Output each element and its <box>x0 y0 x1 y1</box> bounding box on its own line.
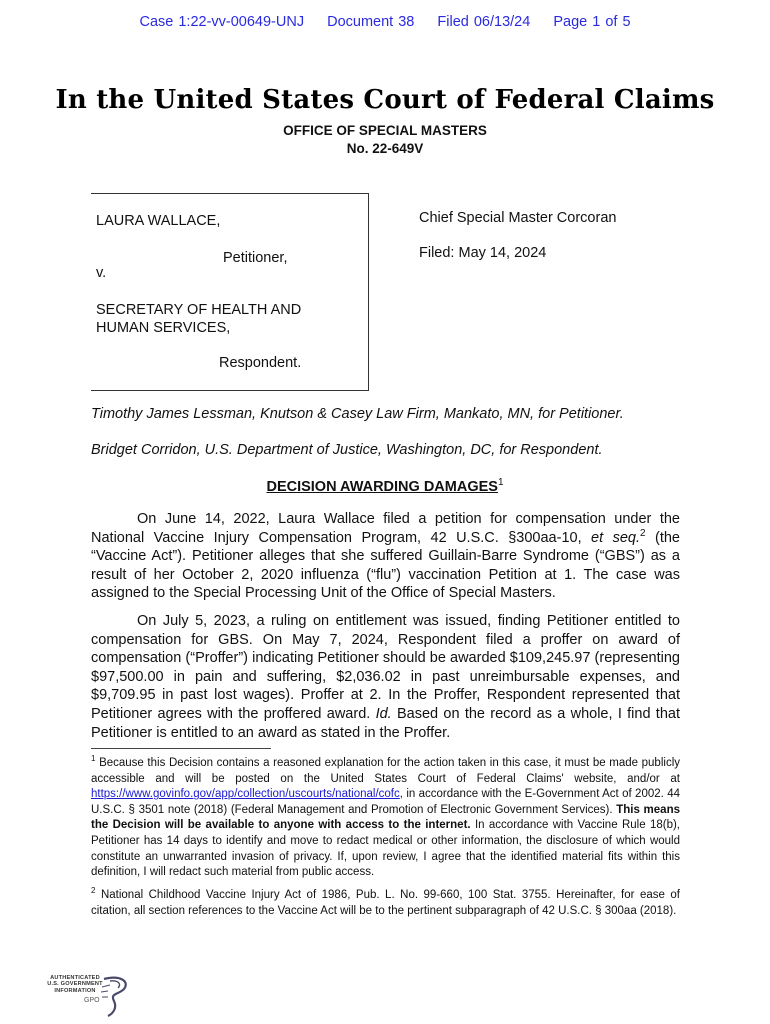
page-indicator: Page 1 of 5 <box>553 14 631 30</box>
paragraph-2-text-a: On July 5, 2023, a ruling on entitlement was issued, finding Petitioner entitled to compensation for GBS. On May 7, 2024, Respondent filed a proffer on award of compensation (“Proffer”) indicating Petitioner should be awarded $109,245.97 (representing $97,500.00 in pain and suffering, $2,036.02 in past unreimbursable expenses, and $9,709.95 in past lost wages). Proffer at 2. In the Proffer, Respondent represented that Petitioner agrees with the proffered award. <box>91 613 680 722</box>
footnote-2 <box>91 888 680 919</box>
decision-title <box>0 477 770 495</box>
et-seq: et seq. <box>591 529 640 546</box>
paragraph-1 <box>91 510 680 603</box>
court-title: In the United States Court of Federal Claims <box>55 85 715 115</box>
docket-number: No. 22-649V <box>346 141 424 156</box>
footnote-2-number: 2 <box>91 886 96 896</box>
footnote-1-bold: This means the Decision will be available to anyone with access to the internet. <box>91 803 680 832</box>
respondent-role: Respondent. <box>219 355 302 371</box>
id-citation: Id. <box>375 705 392 722</box>
footnote-2-text: National Childhood Vaccine Injury Act of 1986, Pub. L. No. 99-660, 100 Stat. 3755. Hereinafter, for ease of citation, all section references to the Vaccine Act will be to the pertinent subparagraph of 42 U.S.C. § 300aa (2018). <box>91 889 680 917</box>
footnote-ref-1[interactable]: 1 <box>497 477 504 488</box>
document-header <box>0 14 770 30</box>
footnote-divider <box>91 748 271 749</box>
paragraph-1-text-a: On June 14, 2022, Laura Wallace filed a petition for compensation under the National Vaccine Injury Compensation Program, 42 U.S.C. §300aa-10, <box>91 511 680 546</box>
office-heading: OFFICE OF SPECIAL MASTERS <box>283 123 487 138</box>
versus: v. <box>96 265 107 281</box>
gpo-line2: U.S. GOVERNMENT <box>47 981 103 988</box>
filed-date: Filed: May 14, 2024 <box>419 245 547 261</box>
footnote-1 <box>91 756 680 881</box>
petitioner-name: LAURA WALLACE, <box>96 213 221 229</box>
gpo-label: GPO <box>84 997 100 1004</box>
footnote-1-text-a: Because this Decision contains a reasoned explanation for the action taken in this case, it must be made publicly accessible and will be posted on the United States Court of Federal Claims' website, and/or at <box>91 757 680 785</box>
filed-date-header: Filed 06/13/24 <box>437 14 531 30</box>
footnote-1-number: 1 <box>91 754 96 764</box>
petitioner-role: Petitioner, <box>223 250 288 266</box>
document-number: Document 38 <box>327 14 415 30</box>
gpo-line3: INFORMATION <box>54 987 96 994</box>
footnote-1-text-c: In accordance with Vaccine Rule 18(b), Petitioner has 14 days to identify and move to redact medical or other information, the disclosure of which would constitute an unwarranted invasion of privacy. If, upon review, I agree that the identified material fits within this definition, I will redact such material from public access. <box>91 819 680 879</box>
respondent-name-line2: HUMAN SERVICES, <box>96 320 231 336</box>
case-number: Case 1:22-vv-00649-UNJ <box>139 14 305 30</box>
decision-title-text: DECISION AWARDING DAMAGES <box>266 478 498 495</box>
paragraph-1-text-b: (the “Vaccine Act”). Petitioner alleges that she suffered Guillain-Barre Syndrome (“GBS”) as a result of her October 2, 2020 influenza (“flu”) vaccination Petition at 1. The case was assigned to the Special Processing Unit of the Office of Special Masters. <box>91 529 680 602</box>
footnote-1-text-b: , in accordance with the E-Government Act of 2002. 44 U.S.C. § 3501 note (2018) (Federal Management and Promotion of Electronic Government Services). <box>91 788 680 816</box>
respondent-counsel: Bridget Corridon, U.S. Department of Justice, Washington, DC, for Respondent. <box>91 442 603 458</box>
respondent-name-line1: SECRETARY OF HEALTH AND <box>96 302 302 318</box>
paragraph-2-text-b: Based on the record as a whole, I find that Petitioner is entitled to an award as stated in the Proffer. <box>91 705 680 741</box>
petitioner-counsel: Timothy James Lessman, Knutson & Casey Law Firm, Mankato, MN, for Petitioner. <box>91 406 624 422</box>
footnote-ref-2[interactable]: 2 <box>640 527 646 539</box>
gpo-authentication-seal <box>44 975 140 1019</box>
judge-name: Chief Special Master Corcoran <box>419 210 617 226</box>
paragraph-2 <box>91 612 680 742</box>
govinfo-link[interactable]: https://www.govinfo.gov/app/collection/uscourts/national/cofc <box>91 788 400 801</box>
gpo-line1: AUTHENTICATED <box>50 975 100 981</box>
